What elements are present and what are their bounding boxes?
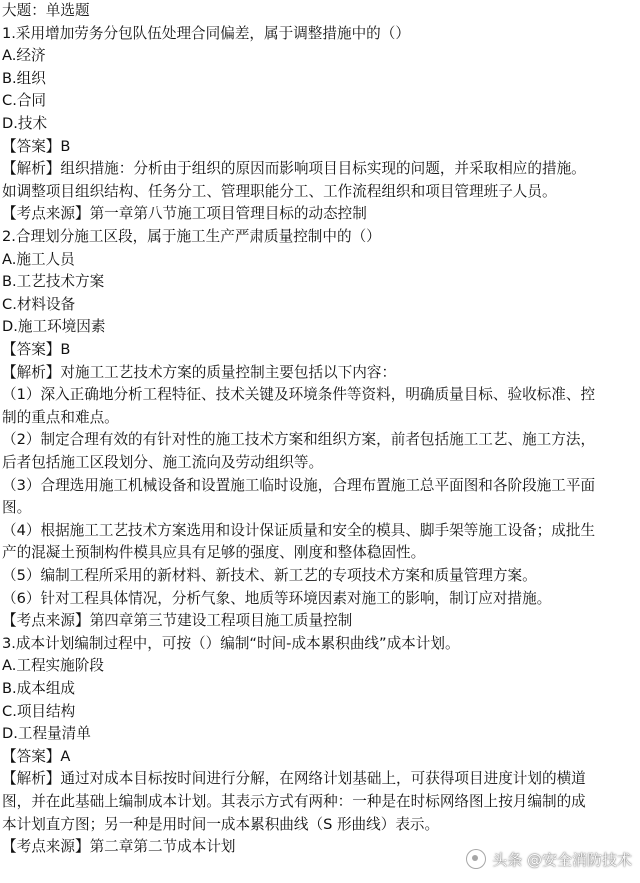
question-1-source: 【考点来源】第一章第八节施工项目管理目标的动态控制 xyxy=(2,205,367,223)
question-1-option-c: C.合同 xyxy=(2,92,47,110)
question-1-answer: 【答案】B xyxy=(2,137,71,155)
question-2-option-c: C.材料设备 xyxy=(2,295,76,313)
question-2-option-b: B.工艺技术方案 xyxy=(2,273,105,291)
question-2-explanation-line: （4）根据施工工艺技术方案选用和设计保证质量和安全的模具、脚手架等施工设备；成批生 xyxy=(2,521,596,539)
question-2-explanation-line: （6）针对工程具体情况，分析气象、地质等环境因素对施工的影响，制订应对措施。 xyxy=(2,589,552,607)
question-2-explanation-line: 产的混凝土预制构件模具应具有足够的强度、刚度和整体稳固性。 xyxy=(2,544,426,562)
question-3-stem: 3.成本计划编制过程中，可按（）编制“时间-成本累积曲线”成本计划。 xyxy=(2,634,460,652)
question-3-explanation-line: 本计划直方图；另一种是用时间一成本累积曲线（S 形曲线）表示。 xyxy=(2,815,440,833)
question-2-explanation-line: 图。 xyxy=(2,499,32,517)
question-1-explanation-line: 如调整项目组织结构、任务分工、管理职能分工、工作流程组织和项目管理班子人员。 xyxy=(2,182,557,200)
question-3-option-b: B.成本组成 xyxy=(2,680,76,697)
question-2-explanation-line: 后者包括施工区段划分、施工流向及劳动组织等。 xyxy=(2,454,324,471)
question-1-stem: 1.采用增加劳务分包队伍处理合同偏差，属于调整措施中的（） xyxy=(2,24,410,42)
question-1-option-a: A.经济 xyxy=(2,47,46,65)
question-1-explanation-line: 【解析】组织措施：分析由于组织的原因而影响项目目标实现的问题，并采取相应的措施。 xyxy=(2,160,586,178)
question-2-option-d: D.施工环境因素 xyxy=(2,318,106,336)
question-3-option-d: D.工程量清单 xyxy=(2,725,91,743)
question-2-explanation-line: （5）编制工程所采用的新材料、新技术、新工艺的专项技术方案和质量管理方案。 xyxy=(2,567,537,584)
question-2-explanation-line: （3）合理选用施工机械设备和设置施工临时设施，合理布置施工总平面图和各阶段施工平面 xyxy=(2,476,596,494)
question-2-explanation-line: 制的重点和难点。 xyxy=(2,408,119,426)
question-1-option-d: D.技术 xyxy=(2,115,48,132)
question-2-explanation-line: 【解析】对施工工艺技术方案的质量控制主要包括以下内容： xyxy=(2,363,397,381)
watermark-text: 头条 @安全消防技术 xyxy=(492,850,632,869)
question-3-explanation-line: 图，并在此基础上编制成本计划。其表示方式有两种：一种是在时标网络图上按月编制的成 xyxy=(2,793,586,810)
question-2-source: 【考点来源】第四章第三节建设工程项目施工质量控制 xyxy=(2,612,353,630)
question-2-answer: 【答案】B xyxy=(2,341,71,358)
question-3-answer: 【答案】A xyxy=(2,747,71,765)
question-3-option-c: C.项目结构 xyxy=(2,702,76,720)
question-2-option-a: A.施工人员 xyxy=(2,250,75,268)
question-2-explanation-line: （2）制定合理有效的有针对性的施工技术方案和组织方案，前者包括施工工艺、施工方法， xyxy=(2,431,596,449)
question-3-source: 【考点来源】第二章第二节成本计划 xyxy=(2,838,236,856)
question-3-option-a: A.工程实施阶段 xyxy=(2,657,104,675)
section-heading: 大题：单选题 xyxy=(2,2,90,19)
question-2-explanation-line: （1）深入正确地分析工程特征、技术关键及环境条件等资料，明确质量目标、验收标准、控 xyxy=(2,386,596,404)
question-2-stem: 2.合理划分施工区段，属于施工生产严肃质量控制中的（） xyxy=(2,228,381,245)
question-1-option-b: B.组织 xyxy=(2,69,46,87)
question-3-explanation-line: 【解析】通过对成本目标按时间进行分解，在网络计划基础上，可获得项目进度计划的横道 xyxy=(2,770,586,788)
